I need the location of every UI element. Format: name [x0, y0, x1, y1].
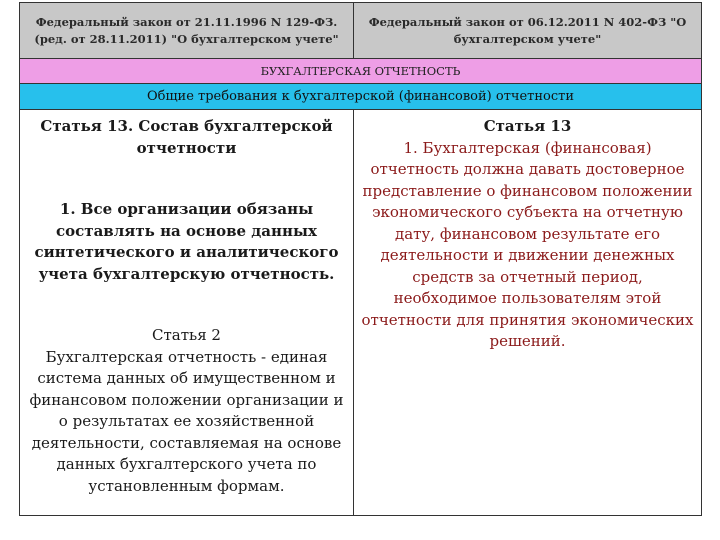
header-law-402-text: Федеральный закон от 06.12.2011 N 402-ФЗ "О бухгалтерском учете"	[368, 14, 687, 46]
right-column-body	[354, 110, 701, 515]
left-article13-title: Статья 13. Состав бухгалтерской отчетности	[40, 117, 333, 157]
comparison-table	[19, 2, 702, 516]
left-column-body	[20, 110, 354, 515]
header-law-129	[20, 3, 354, 59]
right-article13-text: 1. Бухгалтерская (финансовая) отчетность должна давать достоверное представление о финансовом положении экономического субъекта на отчетную дату, финансовом результате его деятельности и движении денежных средств за отчетный период, необходимое пользователям этой отчетности для принятия экономических решений.	[361, 138, 694, 350]
header-law-402	[354, 3, 701, 59]
header-law-129-text: Федеральный закон от 21.11.1996 N 129-ФЗ. (ред. от 28.11.2011) "О бухгалтерском учете"	[34, 14, 339, 46]
section-band-requirements-text: Общие требования к бухгалтерской (финансовой) отчетности	[146, 89, 574, 104]
left-article13-text: 1. Все организации обязаны составлять на основе данных синтетического и аналитического учета бухгалтерскую отчетность.	[34, 200, 339, 283]
section-band-reporting-text: БУХГАЛТЕРСКАЯ ОТЧЕТНОСТЬ	[260, 64, 461, 78]
section-band-requirements	[20, 84, 701, 110]
section-band-reporting	[20, 59, 701, 84]
left-article2-title: Статья 2	[152, 326, 221, 344]
right-article13-title: Статья 13	[483, 117, 572, 135]
left-article2-text: Бухгалтерская отчетность - единая система данных об имущественном и финансовом положении организации и о результатах ее хозяйственной деятельности, составляемая на основе данных бухгалтерского учета по установленным формам.	[29, 347, 344, 495]
